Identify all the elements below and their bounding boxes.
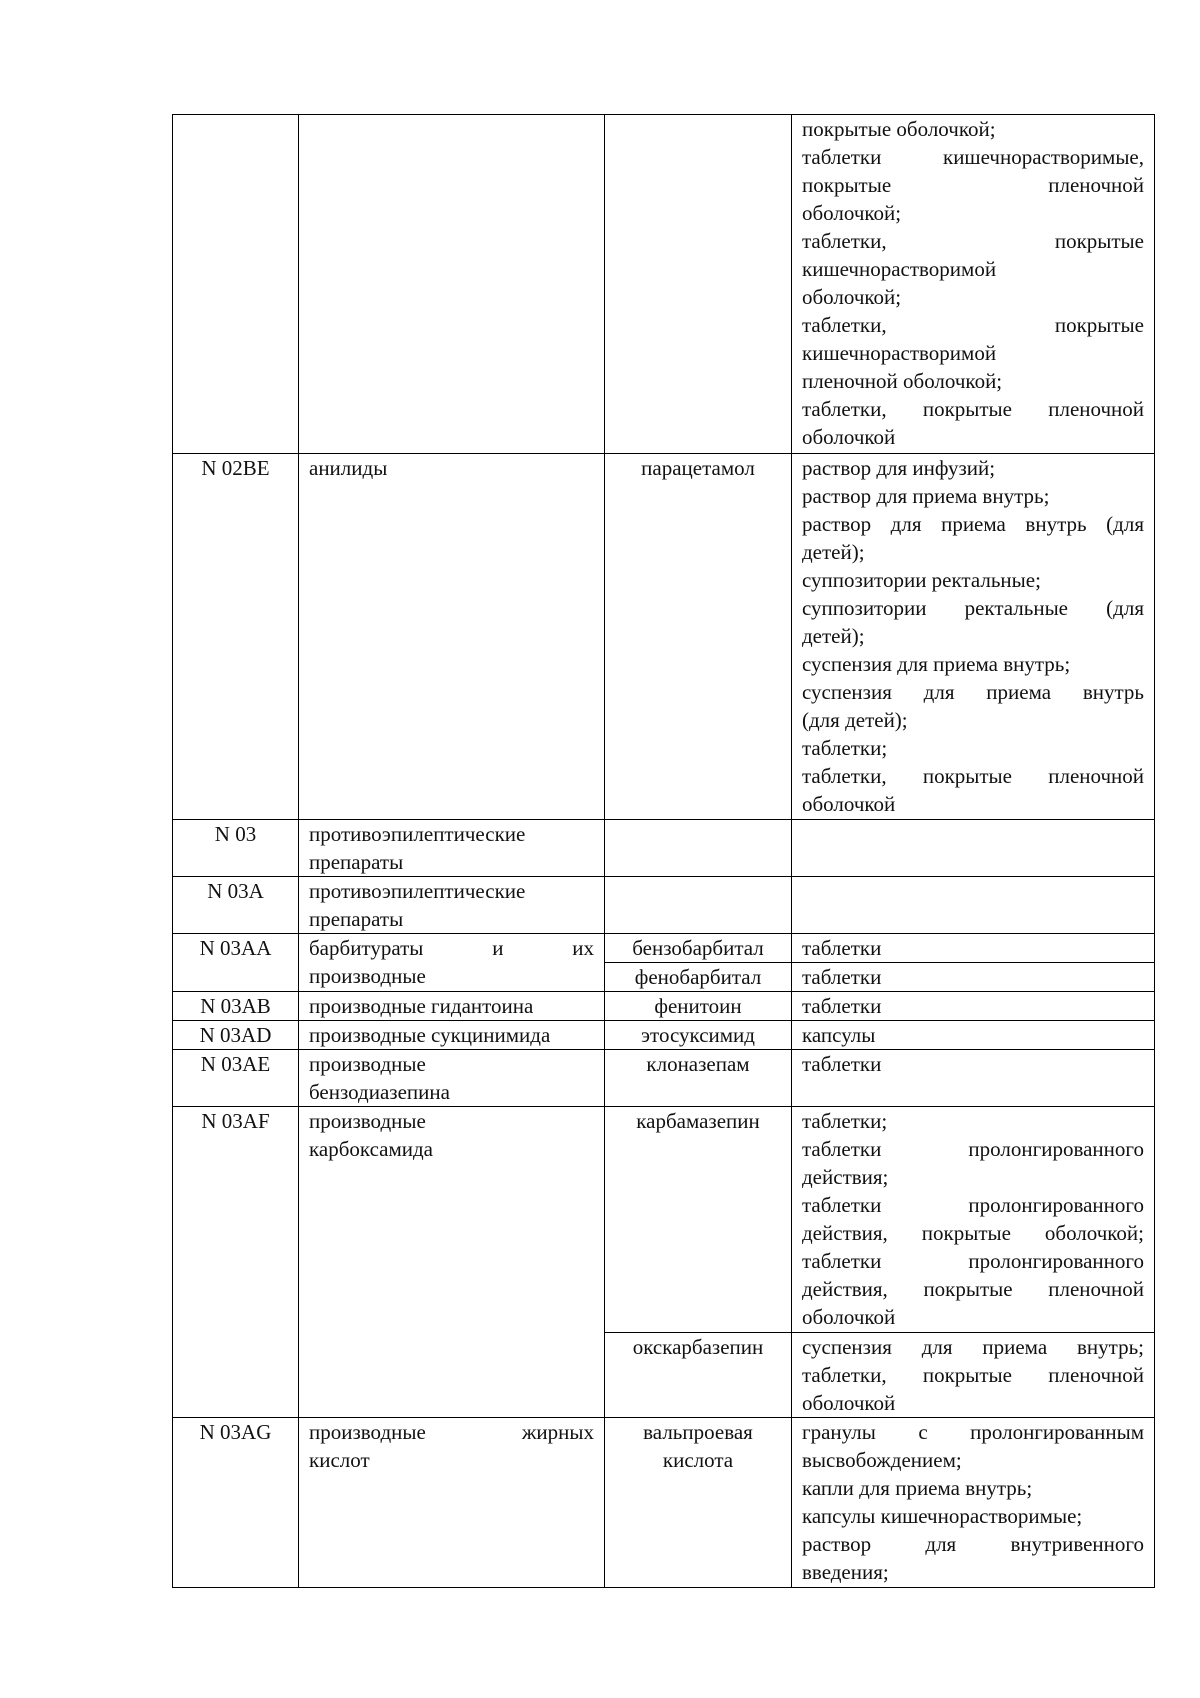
group-name-line: противоэпилептические	[309, 879, 526, 903]
table-row	[173, 934, 1155, 963]
drug-name: фенобарбитал	[634, 965, 762, 989]
group-cell	[299, 1021, 605, 1050]
dosage-forms-cell	[792, 1021, 1155, 1050]
dosage-form-line: капли для приема внутрь;	[802, 1476, 1033, 1500]
atc-code: N 02BE	[201, 456, 270, 480]
group-name-line: препараты	[309, 850, 404, 874]
group-name-line: противоэпилептические	[309, 822, 526, 846]
atc-code-cell	[173, 1107, 299, 1418]
drug-name: клоназепам	[646, 1052, 750, 1076]
dosage-form-line: таблетки, покрытые пленочной	[802, 764, 1144, 788]
group-name-line: бензодиазепина	[309, 1080, 450, 1104]
table-row	[173, 1418, 1155, 1588]
dosage-form-line: суспензия для приема внутрь	[802, 680, 1144, 704]
group-name-line: препараты	[309, 907, 404, 931]
drug-name: этосуксимид	[641, 1023, 755, 1047]
drug-name-cell	[605, 820, 792, 877]
dosage-form-line: действия, покрытые пленочной	[802, 1277, 1144, 1301]
dosage-form-line: суппозитории ректальные (для	[802, 596, 1144, 620]
dosage-form-line: таблетки	[802, 936, 882, 960]
dosage-form-line: кишечнорастворимой	[802, 257, 997, 281]
table-row	[173, 877, 1155, 934]
dosage-form-line: кишечнорастворимой	[802, 341, 997, 365]
atc-code-cell	[173, 934, 299, 992]
atc-code: N 03AA	[199, 936, 272, 960]
drug-name-cell	[605, 115, 792, 454]
drug-name: бензобарбитал	[632, 936, 764, 960]
dosage-form-line: таблетки, покрытые	[802, 229, 1144, 253]
dosage-form-line: таблетки пролонгированного	[802, 1193, 1144, 1217]
atc-code-cell	[173, 820, 299, 877]
dosage-form-line: (для детей);	[802, 708, 908, 732]
group-name-line: кислот	[309, 1448, 370, 1472]
dosage-form-line: оболочкой	[802, 792, 896, 816]
dosage-form-line: покрытые оболочкой;	[802, 117, 996, 141]
dosage-form-line: оболочкой;	[802, 285, 902, 309]
atc-code: N 03AD	[199, 1023, 272, 1047]
dosage-form-line: высвобождением;	[802, 1448, 962, 1472]
dosage-form-line: таблетки	[802, 994, 882, 1018]
drug-name: карбамазепин	[636, 1109, 760, 1133]
dosage-form-line: оболочкой	[802, 1305, 896, 1329]
dosage-form-line: раствор для приема внутрь (для	[802, 512, 1144, 536]
atc-code-cell	[173, 992, 299, 1021]
group-cell	[299, 934, 605, 992]
group-cell	[299, 454, 605, 820]
dosage-forms-cell	[792, 1333, 1155, 1418]
drug-name: кислота	[662, 1448, 734, 1472]
group-name-line: производные жирных	[309, 1420, 594, 1444]
drug-name-cell	[605, 1333, 792, 1418]
drug-name: вальпроевая	[643, 1420, 753, 1444]
table-row	[173, 820, 1155, 877]
drug-name-cell	[605, 1418, 792, 1588]
dosage-form-line: таблетки;	[802, 736, 888, 760]
medication-table	[172, 114, 1155, 1588]
atc-code-cell	[173, 877, 299, 934]
group-cell	[299, 1050, 605, 1107]
dosage-form-line: покрытые пленочной	[802, 173, 1144, 197]
table-row	[173, 992, 1155, 1021]
dosage-forms-cell	[792, 934, 1155, 963]
dosage-forms-cell	[792, 454, 1155, 820]
dosage-forms-cell	[792, 1107, 1155, 1333]
table-row	[173, 115, 1155, 454]
atc-code: N 03A	[207, 879, 264, 903]
drug-name-cell	[605, 992, 792, 1021]
dosage-form-line: раствор для инфузий;	[802, 456, 996, 480]
atc-code: N 03AG	[199, 1420, 272, 1444]
dosage-form-line: таблетки, покрытые	[802, 313, 1144, 337]
table-row	[173, 1021, 1155, 1050]
dosage-forms-cell	[792, 115, 1155, 454]
group-cell	[299, 1107, 605, 1418]
dosage-forms-cell	[792, 820, 1155, 877]
group-name-line: производные	[309, 1109, 426, 1133]
dosage-form-line: капсулы	[802, 1023, 876, 1047]
drug-name-cell	[605, 934, 792, 963]
dosage-form-line: раствор для приема внутрь;	[802, 484, 1050, 508]
dosage-form-line: таблетки кишечнорастворимые,	[802, 145, 1144, 169]
atc-code: N 03AE	[200, 1052, 271, 1076]
group-name-line: производные сукцинимида	[309, 1023, 551, 1047]
dosage-form-line: раствор для внутривенного	[802, 1532, 1144, 1556]
dosage-form-line: суспензия для приема внутрь;	[802, 1335, 1144, 1359]
dosage-form-line: таблетки пролонгированного	[802, 1249, 1144, 1273]
dosage-form-line: таблетки	[802, 965, 882, 989]
dosage-form-line: детей);	[802, 624, 865, 648]
group-name-line: производные	[309, 964, 426, 988]
group-cell	[299, 820, 605, 877]
atc-code-cell	[173, 1050, 299, 1107]
group-cell	[299, 115, 605, 454]
dosage-form-line: таблетки, покрытые пленочной	[802, 1363, 1144, 1387]
drug-name-cell	[605, 1021, 792, 1050]
dosage-form-line: таблетки, покрытые пленочной	[802, 397, 1144, 421]
dosage-forms-cell	[792, 1418, 1155, 1588]
atc-code-cell	[173, 1418, 299, 1588]
dosage-forms-cell	[792, 963, 1155, 992]
group-name-line: барбитураты и их	[309, 936, 594, 960]
atc-code-cell	[173, 115, 299, 454]
drug-name-cell	[605, 963, 792, 992]
group-name-line: анилиды	[309, 456, 388, 480]
drug-name: фенитоин	[654, 994, 742, 1018]
dosage-forms-cell	[792, 992, 1155, 1021]
dosage-form-line: действия, покрытые оболочкой;	[802, 1221, 1144, 1245]
dosage-form-line: оболочкой;	[802, 201, 902, 225]
table-row	[173, 1050, 1155, 1107]
atc-code: N 03AB	[200, 994, 271, 1018]
atc-code-cell	[173, 454, 299, 820]
group-cell	[299, 1418, 605, 1588]
dosage-form-line: капсулы кишечнорастворимые;	[802, 1504, 1083, 1528]
atc-code: N 03AF	[201, 1109, 270, 1133]
dosage-form-line: оболочкой	[802, 425, 896, 449]
dosage-form-line: таблетки	[802, 1052, 882, 1076]
dosage-form-line: суспензия для приема внутрь;	[802, 652, 1071, 676]
atc-code-cell	[173, 1021, 299, 1050]
drug-name-cell	[605, 454, 792, 820]
drug-name: окскарбазепин	[632, 1335, 764, 1359]
dosage-form-line: детей);	[802, 540, 865, 564]
group-name-line: производные гидантоина	[309, 994, 534, 1018]
drug-name-cell	[605, 1050, 792, 1107]
table-row	[173, 1107, 1155, 1333]
dosage-form-line: таблетки пролонгированного	[802, 1137, 1144, 1161]
group-name-line: производные	[309, 1052, 426, 1076]
atc-code: N 03	[214, 822, 257, 846]
dosage-form-line: таблетки;	[802, 1109, 888, 1133]
group-name-line: карбоксамида	[309, 1137, 434, 1161]
dosage-forms-cell	[792, 1050, 1155, 1107]
drug-name-cell	[605, 1107, 792, 1333]
dosage-form-line: гранулы с пролонгированным	[802, 1420, 1144, 1444]
group-cell	[299, 877, 605, 934]
dosage-form-line: суппозитории ректальные;	[802, 568, 1041, 592]
drug-name-cell	[605, 877, 792, 934]
drug-name: парацетамол	[641, 456, 755, 480]
dosage-form-line: действия;	[802, 1165, 889, 1189]
dosage-forms-cell	[792, 877, 1155, 934]
dosage-form-line: пленочной оболочкой;	[802, 369, 1003, 393]
table-row	[173, 454, 1155, 820]
dosage-form-line: введения;	[802, 1560, 889, 1584]
dosage-form-line: оболочкой	[802, 1391, 896, 1415]
group-cell	[299, 992, 605, 1021]
